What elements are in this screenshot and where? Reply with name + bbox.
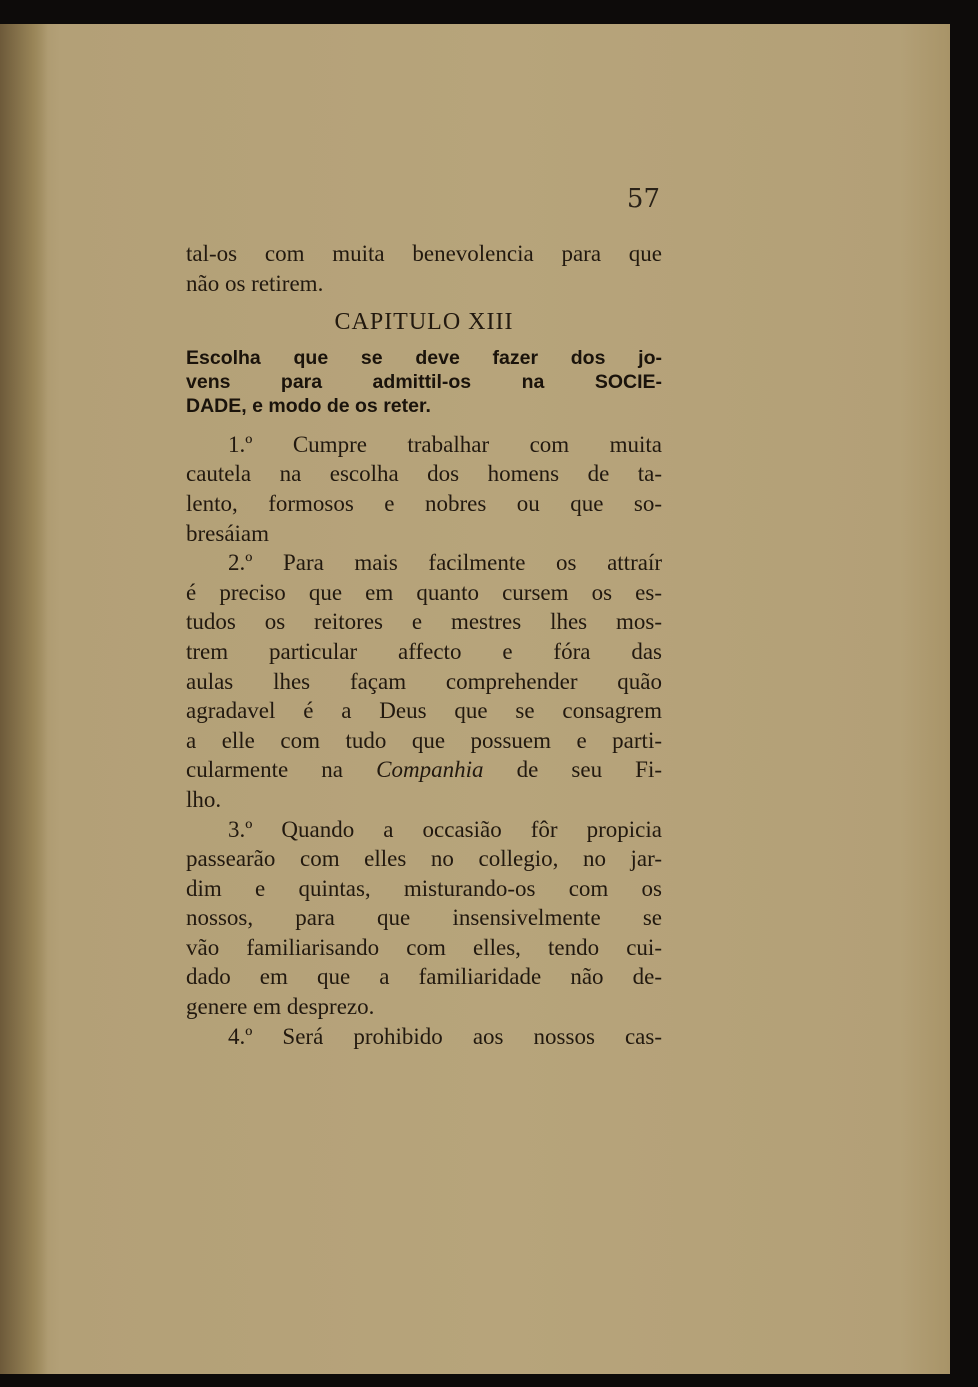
paragraph-2-line: 2.º Para mais facilmente os attraír (228, 550, 662, 576)
paragraph-4-line: 4.º Será prohibido aos nossos cas- (228, 1023, 662, 1049)
text-run: cularmente na (186, 757, 343, 783)
heading-line: Escolha que se deve fazer dos jo- (186, 346, 662, 369)
text-run: de seu Fi- (516, 757, 663, 783)
paragraph-1-line: 1.º Cumpre trabalhar com muita (228, 431, 662, 457)
chapter-heading (186, 346, 662, 418)
paragraph-1-line: lento, formosos e nobres ou que so- (186, 490, 662, 516)
heading-line: DADE, e modo de os reter. (186, 394, 431, 417)
text-line: tal-os com muita benevolencia para que (186, 241, 662, 266)
paragraph-3-line: 3.º Quando a occasião fôr propicia (228, 816, 662, 842)
book-page (0, 24, 950, 1374)
paragraph-2-line: lho. (186, 786, 222, 812)
paragraph-2-line: a elle com tudo que possuem e parti- (186, 727, 662, 753)
paragraph-3-line: vão familiarisando com elles, tendo cui- (186, 934, 662, 960)
paragraph-1-line: bresáiam (186, 520, 270, 546)
italic-word: Companhia (376, 757, 484, 783)
paragraph-3-line: dim e quintas, misturando-os com os (186, 875, 662, 901)
paragraph-2-line: trem particular affecto e fóra das (186, 638, 662, 664)
book-spine-edge (0, 24, 48, 1374)
paragraph-2-line: aulas lhes façam comprehender quão (186, 668, 662, 694)
page-text (186, 239, 662, 1051)
heading-line: vens para admittil-os na SOCIE- (186, 370, 662, 393)
chapter-title: CAPITULO XIII (334, 309, 514, 336)
paragraph-3-line: passearão com elles no collegio, no jar- (186, 846, 662, 872)
paragraph-3-line: dado em que a familiaridade não de- (186, 964, 662, 990)
paragraph-2-line: agradavel é a Deus que se consagrem (186, 698, 662, 724)
paragraph-3-line: nossos, para que insensivelmente se (186, 905, 662, 931)
paragraph-2-line: é preciso que em quanto cursem os es- (186, 579, 662, 605)
page-number: 57 (626, 184, 660, 214)
paragraph-2-line: tudos os reitores e mestres lhes mos- (186, 609, 662, 635)
paragraph-2-line-mixed (186, 755, 662, 785)
paragraph-1-line: cautela na escolha dos homens de ta- (186, 461, 662, 487)
paragraph-3-line: genere em desprezo. (186, 994, 375, 1020)
text-line: não os retirem. (186, 270, 324, 296)
